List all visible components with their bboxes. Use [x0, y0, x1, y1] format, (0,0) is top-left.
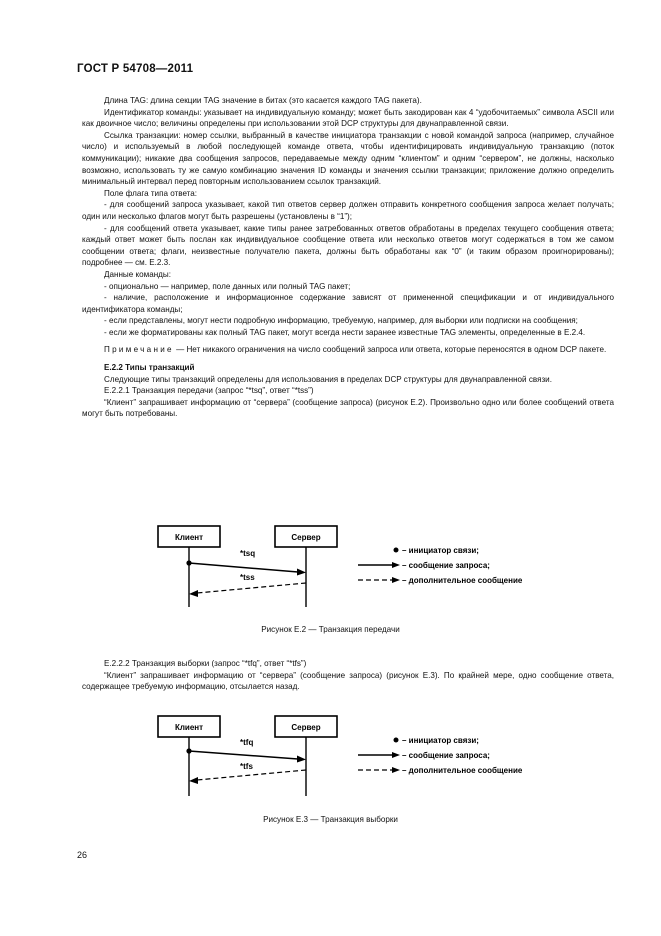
- paragraph-presence: - наличие, расположение и информационное содержание зависят от примененной спецификации и от индивидуального идентификатора команды;: [82, 293, 614, 314]
- note-label: Примечание: [104, 345, 174, 355]
- response-label: *tfs: [240, 762, 253, 771]
- note-text: — Нет никакого ограничения на число сообщений запроса или ответа, которые переносятся в одном DCP пакете.: [173, 345, 607, 355]
- response-label: *tss: [240, 573, 255, 582]
- paragraph-command-id: Идентификатор команды: указывает на индивидуальную команду; может быть закодирован как 4 “удобочитаемых” символа ASCII или как двоичное число; величины определены при использовании этой DCP структуры для двунаправленной связи.: [82, 107, 614, 129]
- paragraph-command-data: Данные команды:: [104, 269, 171, 279]
- legend-initiator: – инициатор связи;: [402, 736, 479, 745]
- paragraph-e222: “Клиент” запрашивает информацию от “сервера” (сообщение запроса) (рисунок Е.3). По крайней мере, одно сообщение ответа, содержащее требуемую информацию, отсылается назад.: [82, 670, 614, 692]
- section-heading-e221: Е.2.2.1 Транзакция передачи (запрос “*tsq”, ответ “*tss”): [104, 386, 314, 396]
- paragraph-tag-length: Длина TAG: длина секции TAG значение в битах (это касается каждого TAG пакета).: [104, 96, 422, 105]
- document-header: ГОСТ Р 54708—2011: [77, 63, 194, 75]
- client-label: Клиент: [174, 533, 204, 542]
- paragraph-if-formatted: - если же форматированы как полный TAG пакет, могут всегда нести заранее известные TAG элементы, определенные в Е.2.4.: [104, 327, 586, 337]
- client-label: Клиент: [174, 723, 204, 732]
- section-heading-e22: Е.2.2 Типы транзакций: [104, 363, 195, 373]
- request-arrow: [189, 751, 298, 759]
- paragraph-e22: Следующие типы транзакций определены для использования в пределах DCP структуры для двунаправленной связи.: [104, 374, 552, 384]
- server-label: Сервер: [291, 723, 321, 732]
- request-arrowhead: [297, 756, 306, 763]
- paragraph-flag-response: - для сообщений ответа указывает, какие типы ранее затребованных ответов обработаны в пределах текущего сообщения ответа; каждый ответ может быть послан как индивидуальное сообщение ответа или несколько ответов могут содержаться в том же самом сообщении ответа; флаги, неизвестные получателю пакета, должны быть обработаны как “0” (и таким образом проигнорированы); подробнее — см. Е.2.3.: [82, 223, 614, 268]
- response-arrow: [197, 770, 306, 780]
- figure-e3-caption: Рисунок Е.3 — Транзакция выборки: [263, 815, 398, 824]
- figure-e2-caption: Рисунок Е.2 — Транзакция передачи: [261, 625, 400, 634]
- paragraph-flag-request: - для сообщений запроса указывает, какой тип ответов сервер должен отправить конкретного сообщения запроса желает получать; один или несколько флагов могут быть разрешены (установлены в “1”);: [82, 200, 614, 221]
- response-arrowhead: [189, 777, 198, 784]
- section-heading-e222: Е.2.2.2 Транзакция выборки (запрос “*tfq”, ответ “*tfs”): [104, 659, 307, 668]
- paragraph-optional: - опционально — например, поле данных или полный TAG пакет;: [104, 281, 351, 291]
- request-label: *tsq: [240, 549, 256, 558]
- paragraph-e221: “Клиент” запрашивает информацию от “сервера” (сообщение запроса) (рисунок Е.2). Произвольно одно или более сообщений ответа могут быть потребованы.: [82, 397, 614, 419]
- request-label: *tfq: [240, 738, 254, 747]
- legend-additional: – дополнительное сообщение: [402, 576, 523, 585]
- page-number: 26: [77, 850, 88, 860]
- legend-initiator: – инициатор связи;: [402, 546, 479, 555]
- legend-initiator-icon: [394, 738, 399, 743]
- server-label: Сервер: [291, 533, 321, 542]
- paragraph-transaction-ref: Ссылка транзакции: номер ссылки, выбранный в качестве инициатора транзакции с новой командой запроса (например, случайное число) и используемый в любой последующей команде ответа, чтобы идентифицировать индивидуальную транзакцию (поток коммуникации); никакие два сообщения запросов, передаваемые между одним “клиентом” и одним “сервером”, не должны, насколько возможно, использовать ту же самую комбинацию значения ID команды и значения ссылки транзакции; приложение должно определить минимальный интервал перед повторным использованием ссылок транзакций.: [82, 130, 614, 187]
- legend-additional-arrowhead: [392, 767, 400, 773]
- legend-additional: – дополнительное сообщение: [402, 766, 523, 775]
- paragraph-response-flag: Поле флага типа ответа:: [104, 188, 198, 198]
- legend-request-arrowhead: [392, 752, 400, 758]
- legend-request: – сообщение запроса;: [402, 561, 490, 570]
- legend-request: – сообщение запроса;: [402, 751, 490, 760]
- paragraph-if-present: - если представлены, могут нести подробную информацию, требуемую, например, для выборки или подписки на сообщения;: [104, 316, 578, 326]
